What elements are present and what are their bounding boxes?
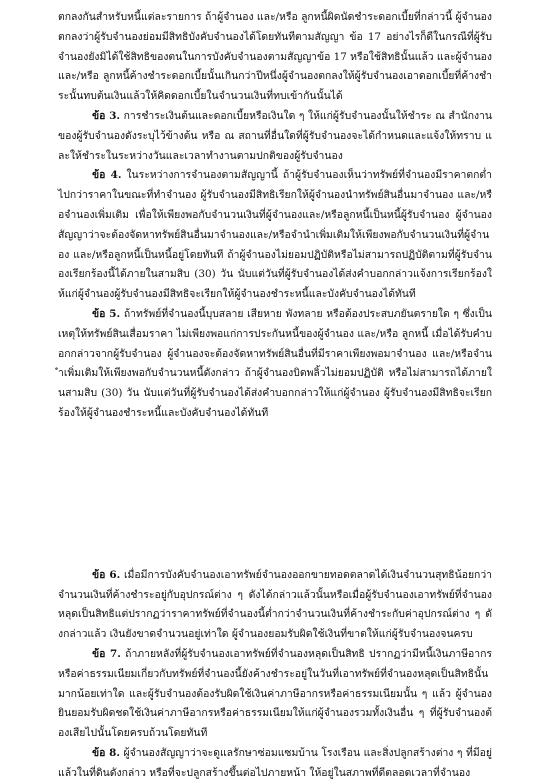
clause-text: ในระหว่างการจำนองตามสัญญานี้ ถ้าผู้รับจำนองเห็นว่าทรัพย์ที่จำนองมีราคาตกต่ำไปกว่าราคาในขณะที่ทำจำนอง ผู้รับจำนองมีสิทธิเรียกให้ผู้จำนองนำทรัพย์สินอื่นมาจำนอง และ/หรือจำนองเพิ่มเติม เพื่อให้เพียงพอกับจำนวนเงินที่ผู้จำนองและ/หรือลูกหนี้เป็นหนี้ผู้รับจำนอง ผู้จำนองสัญญาว่าจะต้องจัดหาทรัพย์สินอื่นมาจำนองและ/หรือจำนำเพิ่มเติมให้เพียงพอกับจำนวนเงินที่ผู้จำนอง และ/หรือลูกหนี้เป็นหนี้อยู่โดยทันที ถ้าผู้จำนองไม่ยอมปฏิบัติหรือไม่สามารถปฏิบัติตามที่ผู้รับจำนองเรียกร้องนี้ได้ภายในสามสิบ (30) วัน นับแต่วันที่ผู้รับจำนองได้ส่งคำบอกกล่าวแจ้งการเรียกร้องให้แก่ผู้จำนองผู้รับจำนองมีสิทธิจะเรียกให้ผู้จำนองชำระหนี้และบังคับจำนองได้ทันที bbox=[58, 169, 492, 301]
document-body-bottom bbox=[58, 566, 492, 784]
clause-text: ผู้จำนองสัญญาว่าจะดูแลรักษาซ่อมแซมบ้าน โรงเรือน และสิ่งปลูกสร้างต่าง ๆ ที่มีอยู่แล้วในที่ดินดังกล่าว หรือที่จะปลูกสร้างขึ้นต่อไปภายหน้า ให้อยู่ในสภาพที่ดีตลอดเวลาที่จำนอง bbox=[58, 746, 493, 779]
continuation-paragraph bbox=[58, 8, 492, 107]
clause-paragraph bbox=[58, 566, 492, 645]
document-body-top bbox=[58, 8, 492, 424]
clause-number: ข้อ 7. bbox=[92, 647, 121, 660]
clause-paragraph bbox=[58, 645, 492, 744]
clause-number: ข้อ 5. bbox=[92, 307, 121, 320]
clause-paragraph bbox=[58, 107, 492, 166]
clause-number: ข้อ 4. bbox=[92, 169, 122, 182]
clause-text: เมื่อมีการบังคับจำนองเอาทรัพย์จำนองออกขายทอดตลาดได้เงินจำนวนสุทธิน้อยกว่าจำนวนเงินที่ค้างชำระอยู่กับอุปกรณ์ต่าง ๆ ดังได้กล่าวแล้วนั้นหรือเมื่อผู้รับจำนองเอาทรัพย์ที่จำนองหลุดเป็นสิทธิแต่ปรากฏว่าราคาทรัพย์ที่จำนองนี้ต่ำกว่าจำนวนเงินที่ค้างชำระกับค่าอุปกรณ์ต่าง ๆ ดังกล่าวแล้ว เงินยังขาดจำนวนอยู่เท่าใด ผู้จำนองยอมรับผิดใช้เงินที่ขาดให้แก่ผู้รับจำนองจนครบ bbox=[58, 568, 492, 641]
clause-text: ถ้าทรัพย์ที่จำนองนี้บุบสลาย เสียหาย พังทลาย หรือต้องประสบภยันตรายใด ๆ ซึ่งเป็นเหตุให้ทรัพย์สินเสื่อมราคา ไม่เพียงพอแก่การประกันหนี้ของผู้จำนอง และ/หรือ ลูกหนี้ เมื่อได้รับคำบอกกล่าวจากผู้รับจำนอง ผู้จำนองจะต้องจัดหาทรัพย์สินอื่นที่มีราคาเพียงพอมาจำนอง และ/หรือจำนำเพิ่มเติมให้เพียงพอกับจำนวนหนี้ดังกล่าว ถ้าผู้จำนองบิดพลิ้วไม่ยอมปฏิบัติ หรือไม่สามารถได้ภายในสามสิบ (30) วัน นับแต่วันที่ผู้รับจำนองได้ส่งคำบอกกล่าวให้แก่ผู้จำนอง ผู้รับจำนองมีสิทธิจะเรียกร้องให้ผู้จำนองชำระหนี้และบังคับจำนองได้ทันที bbox=[58, 307, 493, 419]
clause-text: การชำระเงินต้นและดอกเบี้ยหรือเงินใด ๆ ให้แก่ผู้รับจำนองนั้นให้ชำระ ณ สำนักงานของผู้รับจำนองดังระบุไว้ข้างต้น หรือ ณ สถานที่อื่นใดที่ผู้รับจำนองจะได้กำหนดและแจ้งให้ทราบ และให้ชำระในระหว่างวันและเวลาทำงานตามปกติของผู้รับจำนอง bbox=[58, 109, 492, 162]
clause-number: ข้อ 3. bbox=[92, 109, 121, 122]
clause-text: ตกลงกันสำหรับหนี้แต่ละรายการ ถ้าผู้จำนอง และ/หรือ ลูกหนี้ผิดนัดชำระดอกเบี้ยที่กล่าวนี้ ผู้จำนองตกลงว่าผู้รับจำนองย่อมมีสิทธิบังคับจำนองได้โดยทันทีตามสัญญา ข้อ 17 อย่างไรก็ดีในกรณีที่ผู้รับจำนองยังมิได้ใช้สิทธิของตนในการบังคับจำนองตามสัญญาข้อ 17 หรือใช้สิทธินั้นแล้ว และผู้จำนองและ/หรือ ลูกหนี้ค้างชำระดอกเบี้ยนั้นเกินกว่าปีหนึ่งผู้จำนองตกลงให้ผู้รับจำนองเอาดอกเบี้ยที่ค้างชำระนั้นทบต้นเงินแล้วให้คิดดอกเบี้ยในจำนวนเงินที่ทบเข้ากันนั้นได้ bbox=[58, 11, 492, 103]
clause-paragraph bbox=[58, 744, 492, 784]
clause-number: ข้อ 8. bbox=[92, 746, 121, 759]
page-blank-gap bbox=[58, 424, 492, 566]
clause-paragraph bbox=[58, 305, 492, 424]
clause-number: ข้อ 6. bbox=[92, 568, 121, 581]
clause-paragraph bbox=[58, 166, 492, 305]
clause-text: ถ้าภายหลังที่ผู้รับจำนองเอาทรัพย์ที่จำนองหลุดเป็นสิทธิ ปรากฏว่ามีหนี้เงินภาษีอากรหรือค่าธรรมเนียมเกี่ยวกับทรัพย์ที่จำนองนี้ยังค้างชำระอยู่ในวันที่เอาทรัพย์ที่จำนองหลุดเป็นสิทธินั้นมากน้อยเท่าใด และผู้รับจำนองต้องรับผิดใช้เงินค่าภาษีอากรหรือค่าธรรมเนียมนั้น ๆ แล้ว ผู้จำนองยินยอมรับผิดชดใช้เงินค่าภาษีอากรหรือค่าธรรมเนียมให้แก่ผู้จำนองรวมทั้งเงินอื่น ๆ ที่ผู้รับจำนองต้องเสียไปนั้นโดยครบถ้วนโดยทันที bbox=[58, 647, 492, 740]
